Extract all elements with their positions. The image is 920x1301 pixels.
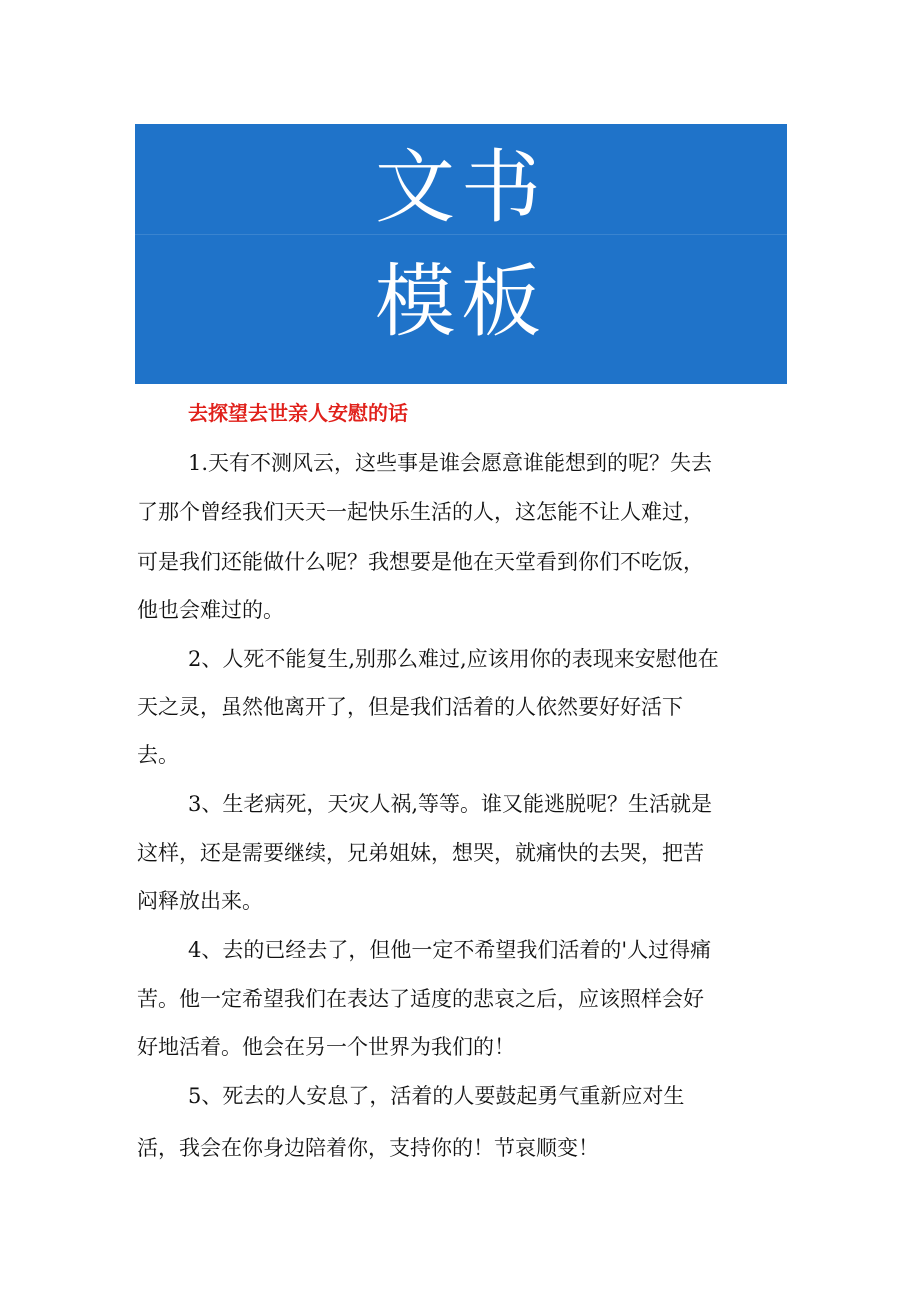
banner-divider: [135, 234, 787, 235]
paragraph-4-line-3: 好地活着。他会在另一个世界为我们的！: [137, 1035, 515, 1059]
paragraph-5-line-2: 活，我会在你身边陪着你，支持你的！节哀顺变！: [137, 1136, 599, 1160]
document-title: 去探望去世亲人安慰的话: [188, 401, 408, 425]
paragraph-5-line-1: 5、死去的人安息了，活着的人要鼓起勇气重新应对生: [188, 1084, 685, 1108]
paragraph-4-line-1: 4、去的已经去了，但他一定不希望我们活着的'人过得痛: [188, 938, 712, 962]
paragraph-3-line-3: 闷释放出来。: [137, 889, 263, 913]
paragraph-1-line-2: 了那个曾经我们天天一起快乐生活的人，这怎能不让人难过，: [137, 500, 704, 524]
paragraph-3-line-2: 这样，还是需要继续，兄弟姐妹，想哭，就痛快的去哭，把苦: [137, 841, 704, 865]
banner-title-line-1: 文书: [375, 141, 547, 234]
paragraph-3-line-1: 3、生老病死，天灾人祸,等等。谁又能逃脱呢？生活就是: [188, 792, 713, 816]
paragraph-2-line-2: 天之灵，虽然他离开了，但是我们活着的人依然要好好活下: [137, 695, 683, 719]
paragraph-1-line-4: 他也会难过的。: [137, 598, 284, 622]
paragraph-1-line-3: 可是我们还能做什么呢？我想要是他在天堂看到你们不吃饭，: [137, 550, 704, 574]
paragraph-2-line-1: 2、人死不能复生,别那么难过,应该用你的表现来安慰他在: [188, 647, 719, 671]
paragraph-1-line-1: 1.天有不测风云，这些事是谁会愿意谁能想到的呢？失去: [188, 451, 713, 475]
paragraph-4-line-2: 苦。他一定希望我们在表达了适度的悲哀之后，应该照样会好: [137, 987, 704, 1011]
paragraph-2-line-3: 去。: [137, 743, 179, 767]
cover-banner: [135, 124, 787, 384]
banner-title-line-2: 模板: [375, 255, 547, 348]
